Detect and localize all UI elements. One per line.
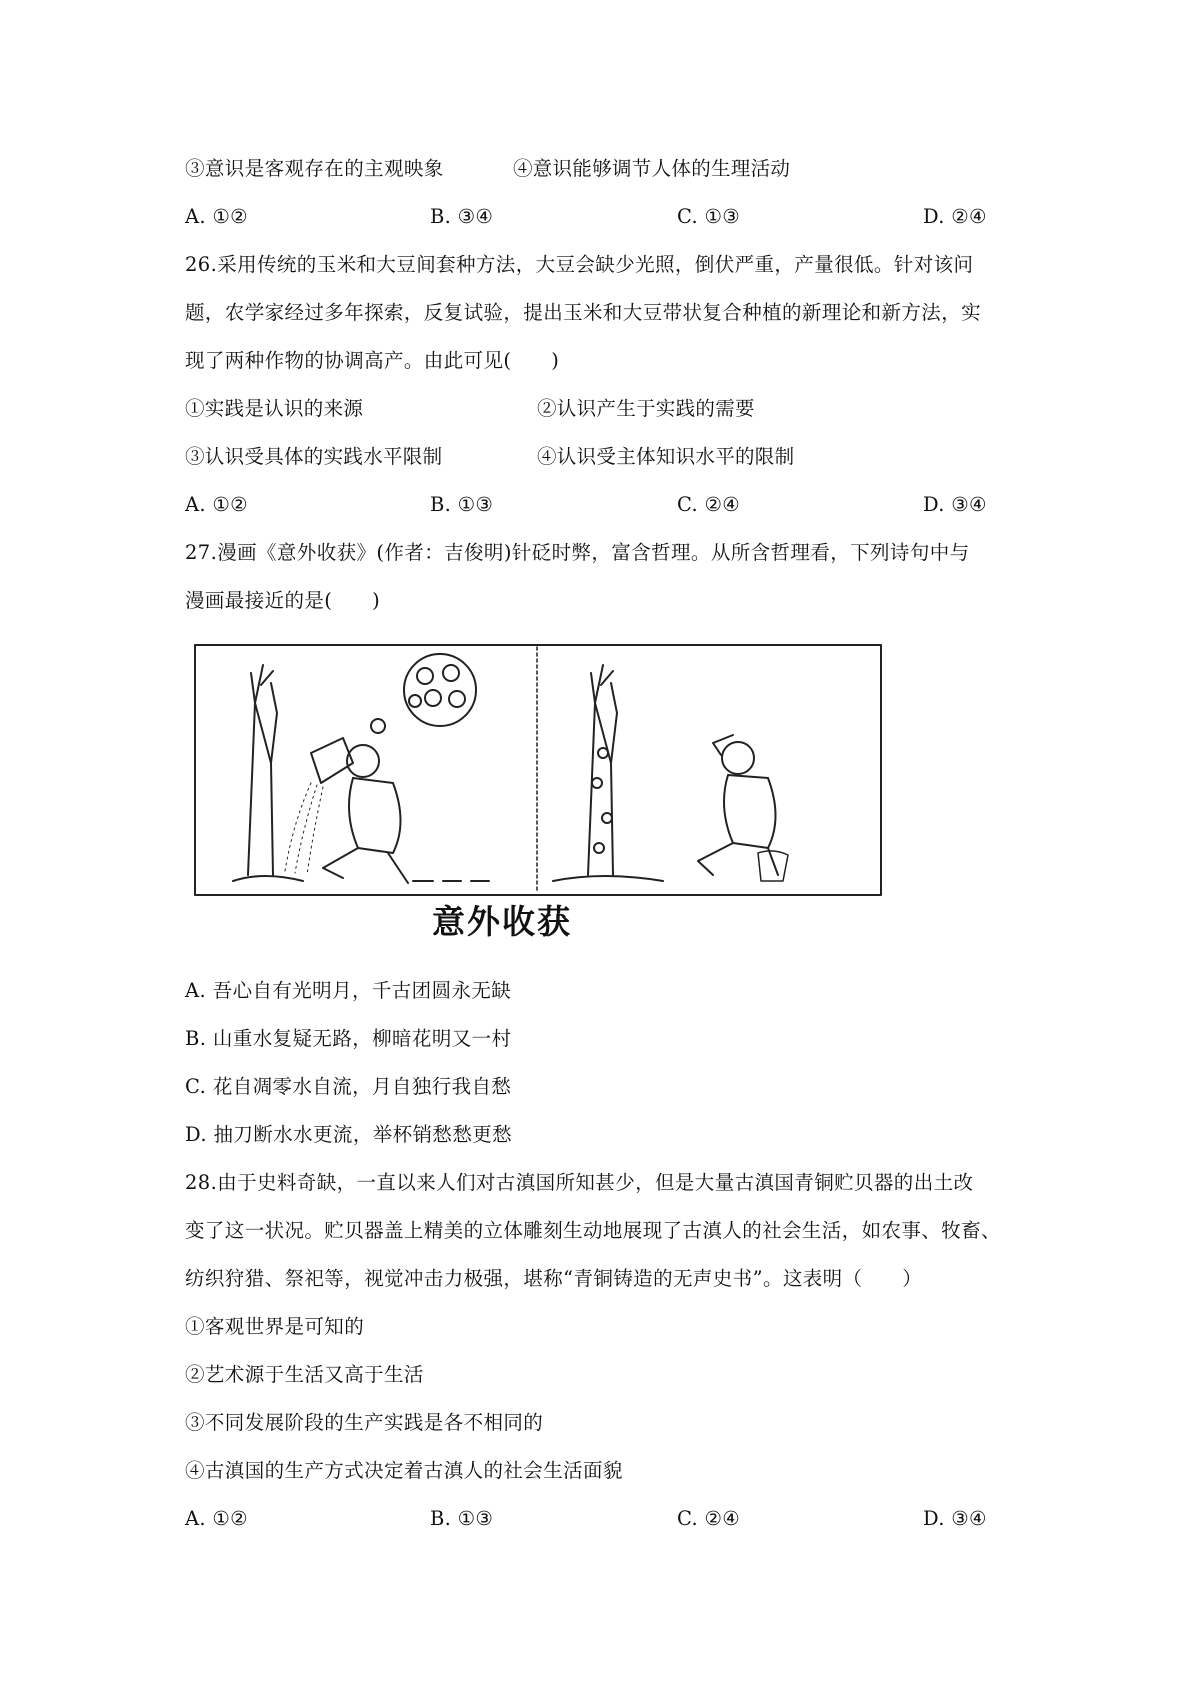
- q28-stem-line-3: 纺织狩猎、祭祀等，视觉冲击力极强，堪称“青铜铸造的无声史书”。这表明（ ）: [185, 1267, 923, 1290]
- q28-statement-3: ③不同发展阶段的生产实践是各不相同的: [185, 1411, 544, 1434]
- q26-option-b: B. ①③: [430, 493, 494, 516]
- left-tree-drawing: [233, 665, 303, 881]
- q26-stem-line-2: 题，农学家经过多年探索，反复试验，提出玉米和大豆带状复合种植的新理论和新方法，实: [185, 301, 982, 324]
- man-pouring-drawing: [311, 738, 408, 883]
- q25-statement-4: ④意识能够调节人体的生理活动: [513, 157, 791, 180]
- q26-statement-1: ①实践是认识的来源: [185, 397, 364, 420]
- comic-caption: 意外收获: [432, 902, 572, 941]
- q28-option-a: A. ①②: [185, 1507, 248, 1530]
- q28-option-d: D. ③④: [923, 1507, 987, 1530]
- q26-statement-4: ④认识受主体知识水平的限制: [537, 445, 795, 468]
- q25-statement-3: ③意识是客观存在的主观映象: [185, 157, 444, 180]
- q27-option-c: C. 花自凋零水自流，月自独行我自愁: [185, 1075, 512, 1098]
- q26-stem-line-1: 26.采用传统的玉米和大豆间套种方法，大豆会缺少光照，倒伏严重，产量很低。针对该问: [185, 253, 974, 276]
- q28-stem-line-1: 28.由于史料奇缺，一直以来人们对古滇国所知甚少，但是大量古滇国青铜贮贝器的出土改: [185, 1171, 974, 1194]
- q27-stem-line-1: 27.漫画《意外收获》(作者：吉俊明)针砭时弊，富含哲理。从所含哲理看，下列诗句中与: [185, 541, 970, 564]
- water-stream-drawing: [285, 783, 323, 875]
- q26-stem-line-3: 现了两种作物的协调高产。由此可见( ): [185, 349, 560, 372]
- q25-option-a: A. ①②: [185, 205, 248, 228]
- q27-stem-line-2: 漫画最接近的是( ): [185, 589, 381, 612]
- thought-bubble-drawing: [371, 654, 476, 733]
- q28-stem-line-2: 变了这一状况。贮贝器盖上精美的立体雕刻生动地展现了古滇人的社会生活，如农事、牧畜、: [185, 1219, 1001, 1242]
- q28-option-b: B. ①③: [430, 1507, 494, 1530]
- q26-statement-2: ②认识产生于实践的需要: [537, 397, 755, 420]
- q25-option-d: D. ②④: [923, 205, 987, 228]
- q28-statement-1: ①客观世界是可知的: [185, 1315, 365, 1338]
- q27-option-b: B. 山重水复疑无路，柳暗花明又一村: [185, 1027, 512, 1050]
- q26-option-d: D. ③④: [923, 493, 987, 516]
- q28-option-c: C. ②④: [677, 1507, 741, 1530]
- q28-statement-4: ④古滇国的生产方式决定着古滇人的社会生活面貌: [185, 1459, 623, 1482]
- comic-frame: [195, 645, 881, 895]
- q28-statement-2: ②艺术源于生活又高于生活: [185, 1363, 424, 1386]
- right-tree-drawing: [553, 665, 663, 881]
- q25-option-c: C. ①③: [677, 205, 741, 228]
- q26-option-a: A. ①②: [185, 493, 248, 516]
- q26-statement-3: ③认识受具体的实践水平限制: [185, 445, 443, 468]
- q27-option-a: A. 吾心自有光明月，千古团圆永无缺: [185, 979, 512, 1002]
- q27-option-d: D. 抽刀断水水更流，举杯销愁愁更愁: [185, 1123, 513, 1146]
- q25-option-b: B. ③④: [430, 205, 494, 228]
- comic-illustration: [193, 643, 883, 898]
- man-with-basket-drawing: [698, 735, 788, 881]
- q26-option-c: C. ②④: [677, 493, 741, 516]
